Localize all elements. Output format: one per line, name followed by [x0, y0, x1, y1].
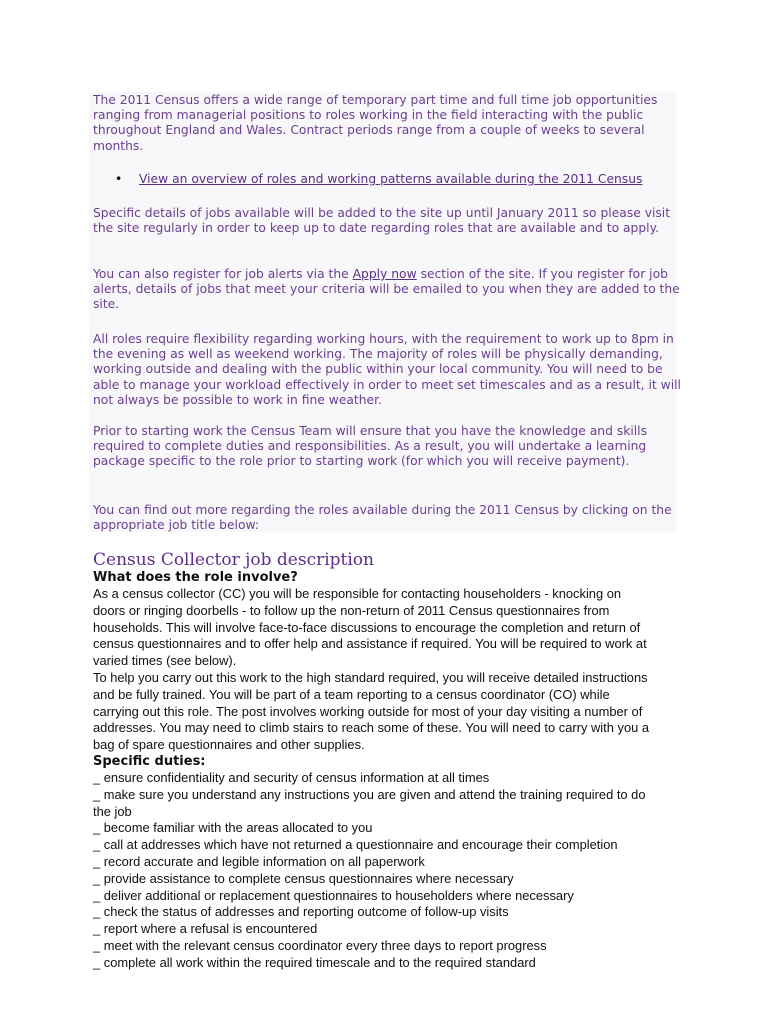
list-item: _ report where a refusal is encountered — [93, 921, 318, 937]
apply-now-link[interactable]: Apply now — [352, 267, 417, 281]
overview-bullet-item — [115, 172, 695, 187]
specific-duties-heading: Specific duties: — [93, 754, 206, 769]
roles-overview-link[interactable]: View an overview of roles and working patterns available during the 2011 Census — [139, 172, 643, 186]
list-item: _ ensure confidentiality and security of census information at all times — [93, 770, 490, 785]
role-training-paragraph: To help you carry out this work to the high standard required, you will receive detailed instructions and be fully trained. You will be part of a team reporting to a census coordinator (CO) while carrying out this role. The post involves working outside for most of your day visiting a number of addresses. You may need to climb stairs to reach some of these. You will need to carry with you a bag of spare questionnaires and other supplies. — [93, 670, 650, 753]
intro-paragraph-training: Prior to starting work the Census Team will ensure that you have the knowledge and skills required to complete duties and responsibilities. As a result, you will undertake a learning package specific to the role prior to starting work (for which you will receive payment). — [93, 424, 647, 469]
intro-paragraph-job-alerts — [93, 267, 683, 313]
list-item: _ meet with the relevant census coordinator every three days to report progress — [93, 937, 547, 953]
list-item: _ provide assistance to complete census questionnaires where necessary — [93, 870, 514, 886]
job-alerts-text-after: section of the site. If you register for job alerts, details of jobs that meet your criteria will be emailed to you when they are added to the site. — [93, 267, 680, 312]
intro-paragraph-find-out-more: You can find out more regarding the roles available during the 2011 Census by clicking on the appropriate job title below: — [93, 503, 672, 533]
list-item: _ call at addresses which have not returned a questionnaire and encourage their completion — [93, 837, 618, 853]
list-item: _ make sure you understand any instructions you are given and attend the training required to do the job — [93, 786, 646, 819]
list-item: _ record accurate and legible information on all paperwork — [93, 853, 425, 869]
list-item: _ become familiar with the areas allocated to you — [93, 820, 373, 836]
list-item: _ complete all work within the required timescale and to the required standard — [93, 954, 536, 970]
intro-paragraph-flexibility: All roles require flexibility regarding working hours, with the requirement to work up to 8pm in the evening as well as weekend working. The majority of roles will be physically demanding, working outside and dealing with the public within your local community. You will need to be able to manage your workload effectively in order to meet set timescales and as a result, it will not always be possible to work in fine weather. — [93, 332, 681, 407]
duties-list — [93, 770, 653, 972]
list-item: _ deliver additional or replacement questionnaires to householders where necessary — [93, 887, 574, 903]
intro-paragraph-opportunities: The 2011 Census offers a wide range of temporary part time and full time job opportunities ranging from managerial positions to roles working in the field interacting with the public throughout England and Wales. Contract periods range from a couple of weeks to several months. — [93, 93, 658, 153]
list-item: _ check the status of addresses and reporting outcome of follow-up visits — [93, 904, 509, 920]
job-alerts-text-before: You can also register for job alerts via the — [93, 267, 353, 281]
census-collector-title: Census Collector job description — [93, 550, 374, 570]
intro-paragraph-job-details: Specific details of jobs available will be added to the site up until January 2011 so please visit the site regularly in order to keep up to date regarding roles that are available and to apply. — [93, 206, 671, 236]
bullet-icon: • — [115, 172, 123, 186]
role-description-paragraph: As a census collector (CC) you will be responsible for contacting householders - knocking on doors or ringing doorbells - to follow up the non-return of 2011 Census questionnaires from households. This will involve face-to-face discussions to encourage the completion and return of census questionnaires and to offer help and assistance if required. You will be required to work at varied times (see below). — [93, 586, 647, 669]
role-involve-heading: What does the role involve? — [93, 570, 298, 585]
